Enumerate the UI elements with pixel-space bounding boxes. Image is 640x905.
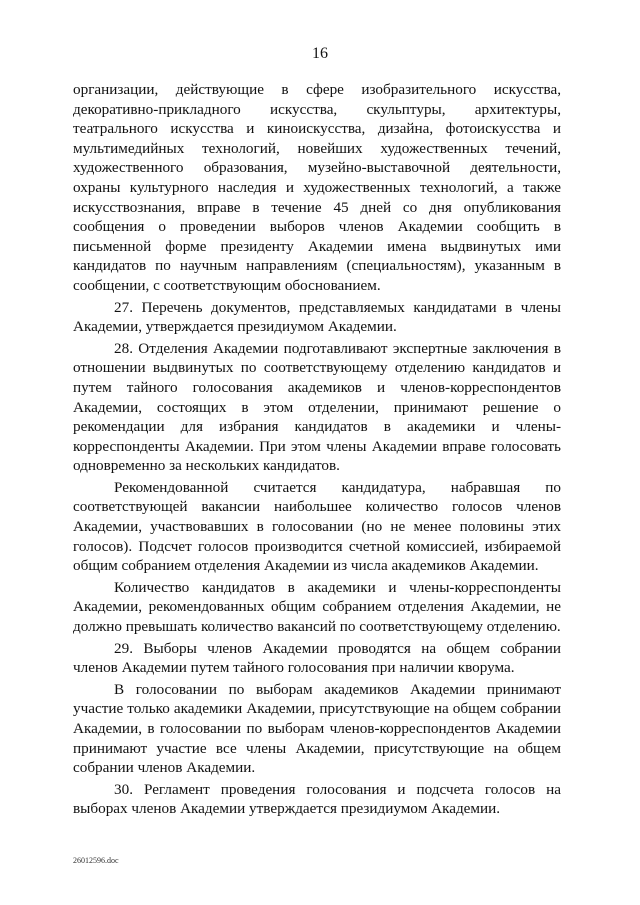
paragraph-30: 30. Регламент проведения голосования и подсчета голосов на выборах членов Академии утверждается президиумом Академии. <box>73 780 561 818</box>
paragraph-28: 28. Отделения Академии подготавливают экспертные заключения в отношении выдвинутых по соответствующему отделению кандидатов и путем тайного голосования академиков и членов-корреспондентов Академии, состоящих в этом отделении, принимают решение о рекомендации для избрания кандидатов в академики и члены-корреспонденты Академии. При этом члены Академии вправе голосовать одновременно за нескольких кандидатов. <box>73 339 561 475</box>
paragraph-27: 27. Перечень документов, представляемых кандидатами в члены Академии, утверждается президиумом Академии. <box>73 298 561 336</box>
page-number: 16 <box>312 45 328 62</box>
paragraph-recommended-candidate: Рекомендованной считается кандидатура, набравшая по соответствующей вакансии наибольшее количество голосов членов Академии, участвовавших в голосовании (но не менее половины этих голосов). Подсчет голосов производится счетной комиссией, избираемой общим собранием отделения Академии из числа академиков Академии. <box>73 478 561 575</box>
document-body <box>73 80 561 821</box>
paragraph-voting-participation: В голосовании по выборам академиков Академии принимают участие только академики Академии, присутствующие на общем собрании Академии, в голосовании по выборам членов-корреспондентов Академии принимают участие все члены Академии, присутствующие на общем собрании членов Академии. <box>73 680 561 777</box>
paragraph-continuation: организации, действующие в сфере изобразительного искусства, декоративно-прикладного искусства, скульптуры, архитектуры, театрального искусства и киноискусства, дизайна, фотоискусства и мультимедийных технологий, новейших художественных течений, художественного образования, музейно-выставочной деятельности, охраны культурного наследия и художественных технологий, а также искусствознания, вправе в течение 45 дней со дня опубликования сообщения о проведении выборов членов Академии сообщить в письменной форме президенту Академии имена выдвинутых ими кандидатов по научным направлениям (специальностям), указанным в сообщении, с соответствующим обоснованием. <box>73 81 561 294</box>
paragraph-29: 29. Выборы членов Академии проводятся на общем собрании членов Академии путем тайного голосования при наличии кворума. <box>73 639 561 677</box>
footer-document-id: 26012596.doc <box>73 856 119 865</box>
paragraph-candidate-count: Количество кандидатов в академики и члены-корреспонденты Академии, рекомендованных общим собранием отделения Академии, не должно превышать количество вакансий по соответствующему отделению. <box>73 578 561 636</box>
